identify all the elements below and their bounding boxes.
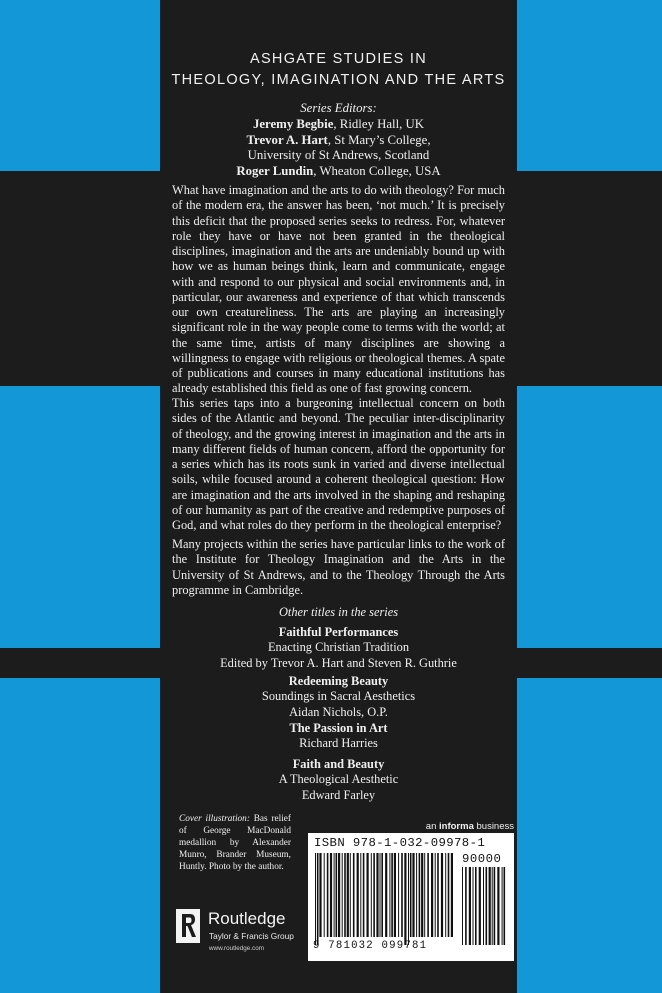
barcode-bar xyxy=(465,867,467,945)
barcode-bar xyxy=(492,867,493,945)
isbn-barcode xyxy=(308,833,514,961)
series-book xyxy=(160,674,517,720)
barcode-bar xyxy=(469,867,471,945)
barcode-bar xyxy=(497,867,499,945)
barcode-bar xyxy=(437,853,439,937)
barcode-bar xyxy=(404,853,406,945)
barcode-bar xyxy=(344,853,346,937)
book-author: Edward Farley xyxy=(301,787,376,802)
barcode-bar xyxy=(315,853,316,945)
routledge-r-icon xyxy=(176,909,200,943)
publisher-group: Taylor & Francis Group xyxy=(209,931,294,941)
barcode-bar xyxy=(363,853,365,937)
editor-line-3 xyxy=(160,164,517,180)
informa-business xyxy=(408,821,514,832)
description-paragraph-3: Many projects within the series have particular links to the work of the Institute for Theology Imagination and the Arts in the University of St Andrews, and to the Theology Through the Arts programme in Cambridge. xyxy=(172,537,505,597)
informa-prefix: an xyxy=(425,821,440,832)
addon-digits: 90000 xyxy=(462,852,502,866)
publisher-url: www.routledge.com xyxy=(209,945,264,952)
description-paragraph-1: What have imagination and the arts to do with theology? For much of the modern era, the answer has been, ‘not much.’ It is precisely this deficit that the proposed series seeks to redress. For, whatever role they have or have not been granted in the theological disciplines, imagination and the arts are undeniably bound up with how we as human beings think, learn and communicate, engage with and respond to our physical and social environments and, in particular, our awareness and experience of that which transcends our own creatureliness. The arts are playing an increasingly significant role in the way people come to terms with the world; at the same time, artists of many disciplines are showing a willingness to engage with religious or theological themes. A spate of publications and courses in many educational institutions has already established this field as one of fast growing concern. xyxy=(172,183,505,396)
book-author: Richard Harries xyxy=(299,736,378,751)
barcode-bar xyxy=(401,853,403,937)
series-book xyxy=(160,721,517,752)
editor-name: Jeremy Begbie xyxy=(252,116,334,131)
barcode-bar xyxy=(391,853,393,937)
barcode-bar xyxy=(445,853,446,937)
barcode-bar xyxy=(338,853,340,937)
barcode-bar xyxy=(431,853,433,937)
cover-label: Cover xyxy=(179,814,202,824)
series-title-line2: THEOLOGY, IMAGINATION AND THE ARTS xyxy=(171,72,506,88)
barcode-bar xyxy=(451,853,453,937)
barcode-bar xyxy=(389,853,390,937)
editors-heading: Series Editors: xyxy=(300,101,377,115)
barcode-bar xyxy=(441,853,443,937)
barcode-bar xyxy=(347,853,349,937)
barcode-bar xyxy=(327,853,329,937)
editor-affiliation: , St Mary’s College, xyxy=(327,132,431,147)
addon-barcode-bars xyxy=(461,867,507,953)
series-book xyxy=(160,625,517,671)
barcode-bar xyxy=(412,853,414,937)
barcode-bar xyxy=(502,867,503,945)
publisher-name: Routledge xyxy=(208,909,286,928)
back-cover-panel xyxy=(160,0,517,993)
book-title: Faithful Performances xyxy=(278,625,399,639)
ean-barcode-bars xyxy=(314,853,454,945)
barcode-bar xyxy=(408,853,409,945)
barcode-bar xyxy=(373,853,375,937)
barcode-bar xyxy=(504,867,506,945)
editor-name: Roger Lundin xyxy=(236,164,314,179)
barcode-bar xyxy=(381,853,383,937)
isbn-text: ISBN 978-1-032-09978-1 xyxy=(314,836,486,850)
series-book xyxy=(160,757,517,803)
book-title: Faith and Beauty xyxy=(292,757,385,771)
barcode-bar xyxy=(486,867,488,945)
book-title: The Passion in Art xyxy=(289,721,388,735)
barcode-bar xyxy=(398,853,399,937)
barcode-bar xyxy=(421,853,423,937)
barcode-bar xyxy=(394,853,396,937)
barcode-bar xyxy=(319,853,321,937)
barcode-bar xyxy=(342,853,343,937)
book-subtitle: Soundings in Sacral Aesthetics xyxy=(261,689,416,704)
barcode-bar xyxy=(350,853,351,937)
barcode-bar xyxy=(336,853,338,937)
barcode-bar xyxy=(416,853,417,937)
barcode-bar xyxy=(424,853,425,937)
barcode-bar xyxy=(410,853,412,937)
informa-suffix: business xyxy=(473,821,514,832)
barcode-bar xyxy=(448,853,450,937)
barcode-bar xyxy=(380,853,381,937)
barcode-bar xyxy=(479,867,481,945)
editor-line-1 xyxy=(160,117,517,133)
editor-name: Trevor A. Hart xyxy=(246,132,328,147)
book-subtitle: A Theological Aesthetic xyxy=(278,772,399,787)
barcode-bar xyxy=(367,853,369,937)
barcode-bar xyxy=(357,853,359,937)
series-title-line1: ASHGATE STUDIES IN xyxy=(249,51,428,67)
editor-affiliation: , Ridley Hall, UK xyxy=(333,116,425,131)
book-author: Edited by Trevor A. Hart and Steven R. Guthrie xyxy=(220,655,457,670)
cover-illustration-credit xyxy=(179,813,291,873)
barcode-bar xyxy=(317,853,319,945)
editor-affiliation-line: University of St Andrews, Scotland xyxy=(247,148,430,163)
editor-line-2 xyxy=(160,133,517,149)
barcode-bar xyxy=(473,867,474,945)
series-editors xyxy=(160,101,517,180)
barcode-bar xyxy=(489,867,491,945)
barcode-bar xyxy=(376,853,378,937)
barcode-bar xyxy=(324,853,325,937)
routledge-logo xyxy=(176,909,326,959)
other-titles-heading: Other titles in the series xyxy=(278,605,399,619)
illustration-label: illustration: xyxy=(205,814,250,824)
cover-credit-text: Bas relief of George MacDonald medallion by Alexander Munro, Brander Museum, Huntly. Photo by the author. xyxy=(179,814,291,873)
barcode-bar xyxy=(435,853,436,937)
barcode-bar xyxy=(353,853,355,937)
barcode-bar xyxy=(334,853,335,937)
barcode-bar xyxy=(371,853,372,937)
barcode-bar xyxy=(475,867,477,945)
barcode-bar xyxy=(494,867,496,945)
barcode-bar xyxy=(419,853,421,937)
barcode-bar xyxy=(427,853,429,937)
editor-affiliation: , Wheaton College, USA xyxy=(313,164,441,179)
ean-digits: 9 781032 099781 xyxy=(313,940,428,952)
description-paragraph-2: This series taps into a burgeoning intellectual concern on both sides of the Atlantic and beyond. The peculiar inter-disciplinarity of theology, and the growing interest in imagination and the arts in many different fields of human concern, afford the opportunity for a series which has its roots sunk in varied and diverse intellectual soils, while focused around a coherent theological question: How are imagination and the arts involved in the shaping and reshaping of our humanity as part of the creative and redemptive purposes of God, and what roles do they perform in the theological enterprise? xyxy=(172,396,505,532)
book-author: Aidan Nichols, O.P. xyxy=(289,704,388,719)
book-title: Redeeming Beauty xyxy=(288,674,389,688)
barcode-bar xyxy=(483,867,484,945)
barcode-bar xyxy=(360,853,361,937)
informa-name: informa xyxy=(439,821,474,832)
barcode-bar xyxy=(330,853,332,937)
book-subtitle: Enacting Christian Tradition xyxy=(267,640,410,655)
barcode-bar xyxy=(385,853,387,937)
barcode-bar xyxy=(462,867,463,945)
